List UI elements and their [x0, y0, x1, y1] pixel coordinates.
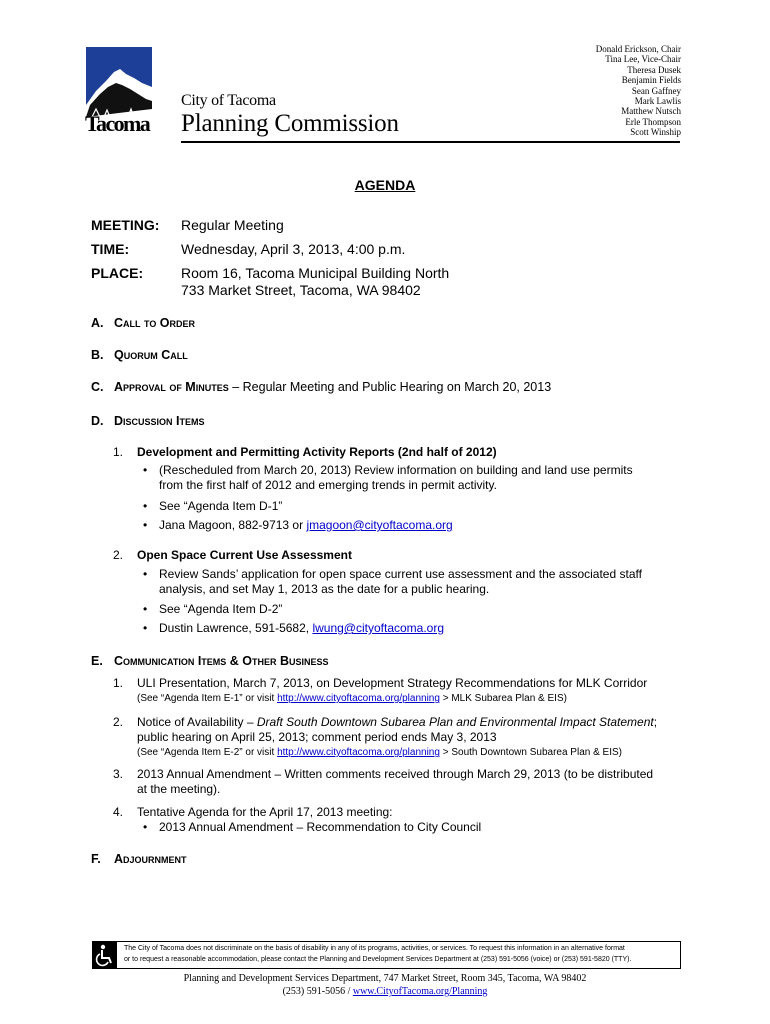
item-number: 2.	[113, 548, 124, 562]
bullet-line: Review Sands’ application for open space current use assessment and the associated staff	[159, 567, 642, 581]
logo-wordmark: Tacoma	[85, 111, 150, 136]
section-title: Communication Items & Other Business	[114, 654, 329, 668]
commissioner-name: Donald Erickson, Chair	[595, 44, 681, 54]
bullet-icon: •	[143, 499, 148, 513]
time-label: TIME:	[91, 241, 130, 257]
time-value: Wednesday, April 3, 2013, 4:00 p.m.	[181, 241, 406, 257]
agenda-title: AGENDA	[354, 177, 416, 193]
commissioner-name: Sean Gaffney	[631, 85, 681, 96]
item-text: Notice of Availability –	[137, 715, 257, 729]
bullet-text	[159, 621, 679, 636]
bullet-icon: •	[143, 518, 148, 532]
section-letter: D.	[91, 414, 104, 428]
bullet-line: from the first half of 2012 and emerging trends in permit activity.	[159, 478, 497, 492]
section-title: Quorum Call	[114, 348, 188, 362]
section-letter: B.	[91, 348, 104, 362]
city-name: City of Tacoma	[181, 92, 276, 109]
section-c	[91, 380, 551, 394]
item-number: 1.	[113, 676, 124, 690]
wheelchair-icon	[93, 942, 117, 968]
place-label: PLACE:	[91, 265, 144, 281]
planning-link[interactable]: http://www.cityoftacoma.org/planning	[277, 747, 440, 758]
section-title: Discussion Items	[114, 414, 205, 428]
bullet-text	[159, 463, 679, 493]
meeting-value: Regular Meeting	[181, 217, 284, 233]
bullet-icon: •	[143, 567, 148, 581]
bullet-icon: •	[143, 820, 148, 834]
commissioner-name: Matthew Nutsch	[621, 106, 681, 117]
commissioner-name: Benjamin Fields	[621, 75, 681, 86]
item-line	[137, 715, 682, 730]
reference-text: > MLK Subarea Plan & EIS)	[439, 693, 567, 704]
place-line-2: 733 Market Street, Tacoma, WA 98402	[181, 282, 421, 298]
bullet-line: (Rescheduled from March 20, 2013) Review information on building and land use permits	[159, 463, 633, 477]
bullet-text	[159, 518, 679, 533]
section-a	[91, 316, 195, 330]
email-link[interactable]: lwung@cityoftacoma.org	[312, 621, 445, 635]
header-rule	[181, 141, 680, 143]
communication-item: Tentative Agenda for the April 17, 2013 meeting:	[137, 805, 393, 819]
bullet-text: See “Agenda Item D-2”	[159, 602, 283, 616]
item-line: 2013 Annual Amendment – Written comments received through March 29, 2013 (to be distributed	[137, 767, 654, 781]
bullet-icon: •	[143, 463, 148, 477]
commissioner-name: Erle Thompson	[625, 116, 681, 127]
place-line-1: Room 16, Tacoma Municipal Building North	[181, 265, 450, 281]
commissioner-name: Mark Lawlis	[634, 96, 681, 107]
commissioner-name: Tina Lee, Vice-Chair	[605, 54, 681, 65]
document-title: Draft South Downtown Subarea Plan and Environmental Impact Statement	[256, 715, 654, 729]
bullet-text: See “Agenda Item D-1”	[159, 499, 283, 513]
place-value	[181, 265, 449, 299]
section-f	[91, 852, 187, 866]
item-number: 3.	[113, 767, 124, 781]
commissioner-name: Theresa Dusek	[627, 64, 681, 75]
contact-text: Dustin Lawrence, 591-5682,	[159, 621, 313, 635]
discussion-item-title: Open Space Current Use Assessment	[137, 548, 352, 562]
section-letter: C.	[91, 380, 104, 394]
item-number: 1.	[113, 445, 124, 459]
reference-text: > South Downtown Subarea Plan & EIS)	[439, 747, 622, 758]
communication-item	[137, 767, 682, 797]
department-contact	[0, 985, 770, 998]
section-b	[91, 348, 188, 362]
commission-title: Planning Commission	[181, 110, 399, 137]
section-d	[91, 414, 204, 428]
bullet-icon: •	[143, 602, 148, 616]
reference-text: (See “Agenda Item E-2” or visit	[137, 747, 278, 758]
item-line: public hearing on April 25, 2013; comment period ends May 3, 2013	[137, 730, 497, 744]
item-line: at the meeting).	[137, 782, 221, 796]
department-website-link[interactable]: www.CityofTacoma.org/Planning	[352, 986, 488, 997]
section-title: Adjournment	[114, 852, 187, 866]
bullet-text: 2013 Annual Amendment – Recommendation to City Council	[159, 820, 482, 834]
department-footer	[0, 972, 770, 998]
item-reference	[137, 691, 682, 706]
bullet-line: analysis, and set May 1, 2013 as the date for a public hearing.	[159, 582, 490, 596]
department-address: Planning and Development Services Department, 747 Market Street, Room 345, Tacoma, WA 98402	[183, 973, 587, 984]
item-number: 4.	[113, 805, 124, 819]
section-letter: F.	[91, 852, 101, 866]
email-link[interactable]: jmagoon@cityoftacoma.org	[306, 518, 453, 532]
section-title: Call to Order	[114, 316, 196, 330]
communication-item	[137, 715, 682, 760]
accessibility-notice	[124, 944, 676, 965]
mountain-logo-icon	[86, 47, 152, 117]
commissioner-name: Scott Winship	[630, 127, 681, 138]
section-letter: E.	[91, 654, 103, 668]
item-text: ;	[653, 715, 658, 729]
communication-item	[137, 676, 682, 706]
section-e	[91, 654, 329, 668]
notice-line: or to request a reasonable accommodation, please contact the Planning and Development Services Department at (253) 591-5056 (voice) or (253) 591-5820 (TTY).	[124, 955, 632, 963]
contact-text: Jana Magoon, 882-9713 or	[159, 518, 307, 532]
discussion-item-title: Development and Permitting Activity Reports (2nd half of 2012)	[137, 445, 497, 459]
commissioner-list	[596, 44, 681, 138]
planning-link[interactable]: http://www.cityoftacoma.org/planning	[277, 693, 440, 704]
meeting-label: MEETING:	[91, 217, 160, 233]
section-letter: A.	[91, 316, 104, 330]
item-line: ULI Presentation, March 7, 2013, on Development Strategy Recommendations for MLK Corridor	[137, 676, 648, 690]
item-reference	[137, 745, 682, 760]
bullet-text	[159, 567, 679, 597]
city-logo	[86, 47, 152, 135]
section-detail: – Regular Meeting and Public Hearing on March 20, 2013	[228, 380, 552, 394]
reference-text: (See “Agenda Item E-1” or visit	[137, 693, 278, 704]
section-title: Approval of Minutes	[114, 380, 229, 394]
notice-line: The City of Tacoma does not discriminate on the basis of disability in any of its programs, activities, or services. To request this information in an alternative format	[124, 945, 625, 952]
item-number: 2.	[113, 715, 124, 729]
bullet-icon: •	[143, 621, 148, 635]
department-phone: (253) 591-5056 /	[282, 986, 353, 997]
